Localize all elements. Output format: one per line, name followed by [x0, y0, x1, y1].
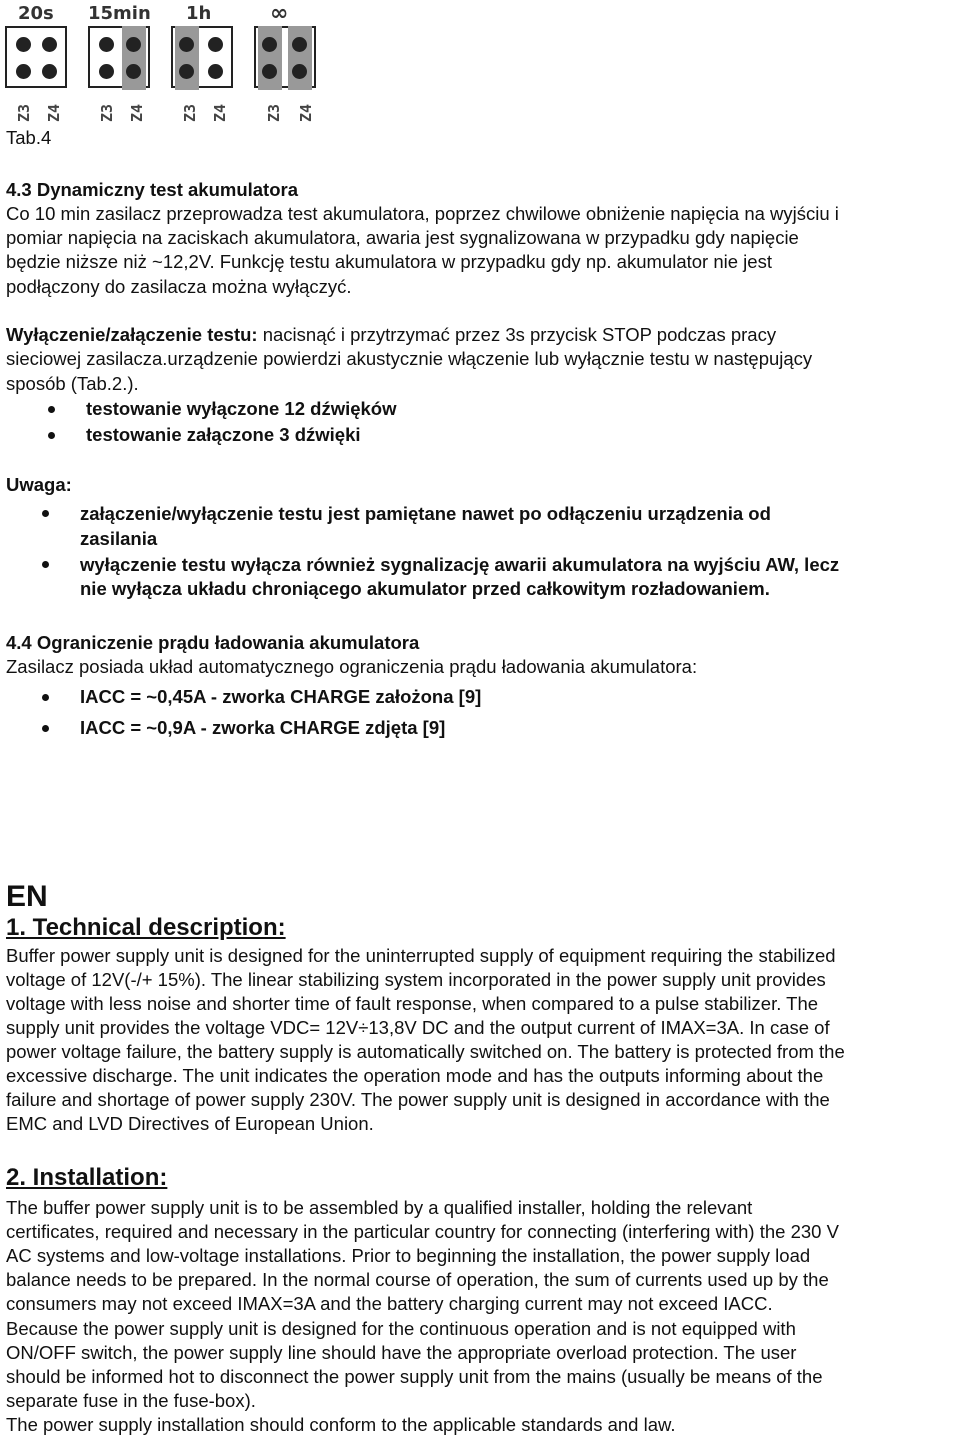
- section-1-title: 1. Technical description:: [6, 914, 286, 941]
- paragraph-line: failure and shortage of power supply 230V. The power supply unit is designed in accordance with the: [6, 1089, 830, 1110]
- charge-item: IACC = ~0,45A - zworka CHARGE założona [9]: [80, 686, 482, 707]
- section-2-title: 2. Installation:: [6, 1164, 168, 1191]
- pin-z3: Z3: [15, 103, 33, 122]
- paragraph-line: Buffer power supply unit is designed for the uninterrupted supply of equipment requiring the stabilized: [6, 945, 836, 966]
- label-1h: 1h: [186, 3, 212, 24]
- paragraph-line: sposób (Tab.2.).: [6, 373, 139, 394]
- test-list-item: testowanie załączone 3 dźwięki: [86, 424, 361, 445]
- paragraph-line: separate fuse in the fuse-box).: [6, 1390, 256, 1411]
- bullet-icon: [42, 561, 49, 568]
- test-switch-line: [6, 323, 954, 347]
- bullet-icon: [48, 406, 55, 413]
- paragraph-line: Zasilacz posiada układ automatycznego ograniczenia prądu ładowania akumulatora:: [6, 656, 698, 677]
- label-15min: 15min: [88, 3, 151, 24]
- test-list-item: testowanie wyłączone 12 dźwięków: [86, 398, 397, 419]
- language-heading: EN: [6, 880, 48, 913]
- test-switch-label: Wyłączenie/załączenie testu:: [6, 324, 258, 345]
- jumper-block-infinity: [254, 26, 316, 88]
- bullet-icon: [42, 694, 49, 701]
- paragraph-line: should be informed hot to disconnect the power supply unit from the mains (usually be means of the: [6, 1366, 823, 1387]
- pin-z4: Z4: [211, 103, 229, 122]
- paragraph-line: certificates, required and necessary in the particular country for connecting (interfering with) the 230 V: [6, 1221, 839, 1242]
- paragraph-line: voltage of 12V(-/+ 15%). The linear stabilizing system incorporated in the power supply unit provides: [6, 969, 826, 990]
- pin-z4: Z4: [45, 103, 63, 122]
- paragraph-line: pomiar napięcia na zaciskach akumulatora, awaria jest sygnalizowana w przypadku gdy napięcie: [6, 227, 799, 248]
- label-infinity: ∞: [270, 1, 289, 26]
- jumper-block-1h: [171, 26, 233, 88]
- paragraph-line: power voltage failure, the battery supply is automatically switched on. The battery is protected from the: [6, 1041, 845, 1062]
- paragraph-line: ON/OFF switch, the power supply line should have the appropriate overload protection. The user: [6, 1342, 797, 1363]
- paragraph-line: EMC and LVD Directives of European Union.: [6, 1113, 374, 1134]
- paragraph-line: podłączony do zasilacza można wyłączyć.: [6, 276, 352, 297]
- label-20s: 20s: [18, 3, 54, 24]
- section-4-3-title: 4.3 Dynamiczny test akumulatora: [6, 179, 298, 200]
- pin-z3: Z3: [265, 103, 283, 122]
- paragraph-line: będzie niższe niż ~12,2V. Funkcję testu akumulatora w przypadku gdy np. akumulator nie jest: [6, 251, 772, 272]
- pin-z3: Z3: [181, 103, 199, 122]
- pin-z3: Z3: [98, 103, 116, 122]
- figure-caption: Tab.4: [6, 127, 52, 148]
- paragraph-line: voltage with less noise and shorter time of fault response, when compared to a pulse stabilizer. The: [6, 993, 819, 1014]
- paragraph-line: sieciowej zasilacza.urządzenie powierdzi akustycznie włączenie lub wyłącznie testu w następujący: [6, 348, 813, 369]
- bullet-icon: [42, 510, 49, 517]
- jumper-settings-figure: [0, 0, 330, 125]
- paragraph-line: The buffer power supply unit is to be assembled by a qualified installer, holding the relevant: [6, 1197, 753, 1218]
- note-item: nie wyłącza układu chroniącego akumulator przed całkowitym rozładowaniem.: [80, 578, 770, 599]
- paragraph-line: balance needs to be prepared. In the normal course of operation, the sum of currents used up by the: [6, 1269, 829, 1290]
- jumper-block-20s: [5, 26, 67, 88]
- paragraph-line: consumers may not exceed IMAX=3A and the battery charging current may not exceed IACC.: [6, 1293, 773, 1314]
- paragraph-line: Because the power supply unit is designed for the continuous operation and is not equipped with: [6, 1318, 796, 1339]
- paragraph-line: excessive discharge. The unit indicates the operation mode and has the outputs informing about the: [6, 1065, 824, 1086]
- bullet-icon: [42, 725, 49, 732]
- note-label: Uwaga:: [6, 474, 72, 495]
- note-item: załączenie/wyłączenie testu jest pamiętane nawet po odłączeniu urządzenia od: [80, 503, 771, 524]
- paragraph-line: AC systems and low-voltage installations. Prior to beginning the installation, the power supply load: [6, 1245, 811, 1266]
- paragraph-line: supply unit provides the voltage VDC= 12V÷13,8V DC and the output current of IMAX=3A. In case of: [6, 1017, 830, 1038]
- pin-z4: Z4: [297, 103, 315, 122]
- pin-z4: Z4: [128, 103, 146, 122]
- charge-item: IACC = ~0,9A - zworka CHARGE zdjęta [9]: [80, 717, 446, 738]
- test-switch-text: nacisnąć i przytrzymać przez 3s przycisk STOP podczas pracy: [257, 324, 777, 345]
- paragraph-line: The power supply installation should conform to the applicable standards and law.: [6, 1414, 676, 1435]
- section-4-4-title: 4.4 Ograniczenie prądu ładowania akumulatora: [6, 632, 420, 653]
- jumper-block-15min: [88, 26, 150, 88]
- note-item: wyłączenie testu wyłącza również sygnalizację awarii akumulatora na wyjściu AW, lecz: [80, 554, 840, 575]
- paragraph-line: Co 10 min zasilacz przeprowadza test akumulatora, poprzez chwilowe obniżenie napięcia na wyjściu i: [6, 203, 839, 224]
- bullet-icon: [48, 432, 55, 439]
- note-item: zasilania: [80, 528, 158, 549]
